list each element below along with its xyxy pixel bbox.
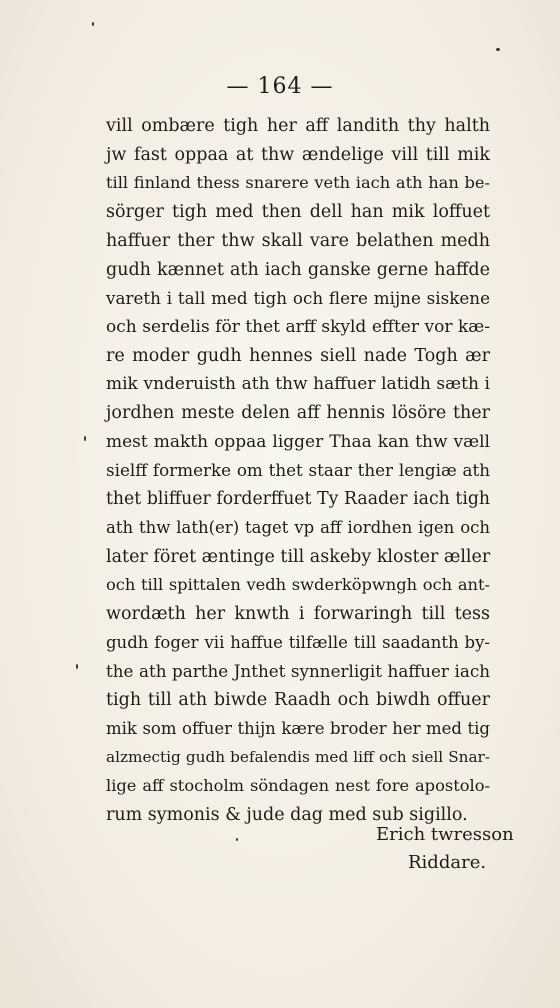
page-number: — 164 — <box>226 74 334 99</box>
text-line: och serdelis för thet arff skyld effter vor kæ- <box>106 316 490 337</box>
ink-speck <box>92 22 94 26</box>
text-line: gudh kænnet ath iach ganske gerne haffde <box>106 259 490 280</box>
ink-speck <box>496 48 500 51</box>
text-line: sörger tigh med then dell han mik loffuet <box>106 202 490 223</box>
text-line: vill ombære tigh her aff landith thy halth <box>106 116 490 136</box>
ink-speck <box>236 838 238 841</box>
text-line: lige aff stocholm söndagen nest fore apostolo- <box>106 776 490 796</box>
text-line: rum symonis & jude dag med sub sigillo. <box>106 804 468 825</box>
signature-title: Riddare. <box>408 852 487 873</box>
text-line: till finland thess snarere veth iach ath han be- <box>106 173 490 193</box>
ink-speck <box>76 664 78 669</box>
text-line: alzmectig gudh befalendis med liff och siell Snar- <box>106 748 490 767</box>
text-line: jw fast oppaa at thw ændelige vill till mik <box>106 144 490 165</box>
text-line: och till spittalen vedh swderköpwngh och ant- <box>106 575 490 595</box>
text-line: sielff formerke om thet staar ther lengiæ ath <box>106 460 490 481</box>
text-line: re moder gudh hennes siell nade Togh ær <box>106 345 490 366</box>
text-line: mik som offuer thijn kære broder her med tig <box>106 718 490 738</box>
signature-name: Erich twresson <box>376 824 514 845</box>
text-line: mik vnderuisth ath thw haffuer latidh sæth i <box>106 374 490 395</box>
text-line: tigh till ath biwde Raadh och biwdh offuer <box>106 690 490 711</box>
letter-body <box>106 112 490 830</box>
text-line: ath thw lath(er) taget vp aff iordhen igen och <box>106 517 490 537</box>
text-line: vareth i tall med tigh och flere mijne siskene <box>106 288 490 309</box>
text-line: later föret æntinge till askeby kloster æller <box>106 546 491 567</box>
text-line: the ath parthe Jnthet synnerligit haffuer iach <box>106 661 490 682</box>
text-line: haffuer ther thw skall vare belathen medh <box>106 230 490 251</box>
text-line: jordhen meste delen aff hennis lösöre ther <box>106 403 490 424</box>
text-line: gudh foger vii haffue tilfælle till saadanth by- <box>106 632 490 652</box>
text-line: thet bliffuer forderffuet Ty Raader iach tigh <box>106 489 490 510</box>
ink-speck <box>84 436 86 441</box>
text-line: wordæth her knwth i forwaringh till tess <box>106 603 490 624</box>
text-line: mest makth oppaa ligger Thaa kan thw væll <box>106 431 490 452</box>
